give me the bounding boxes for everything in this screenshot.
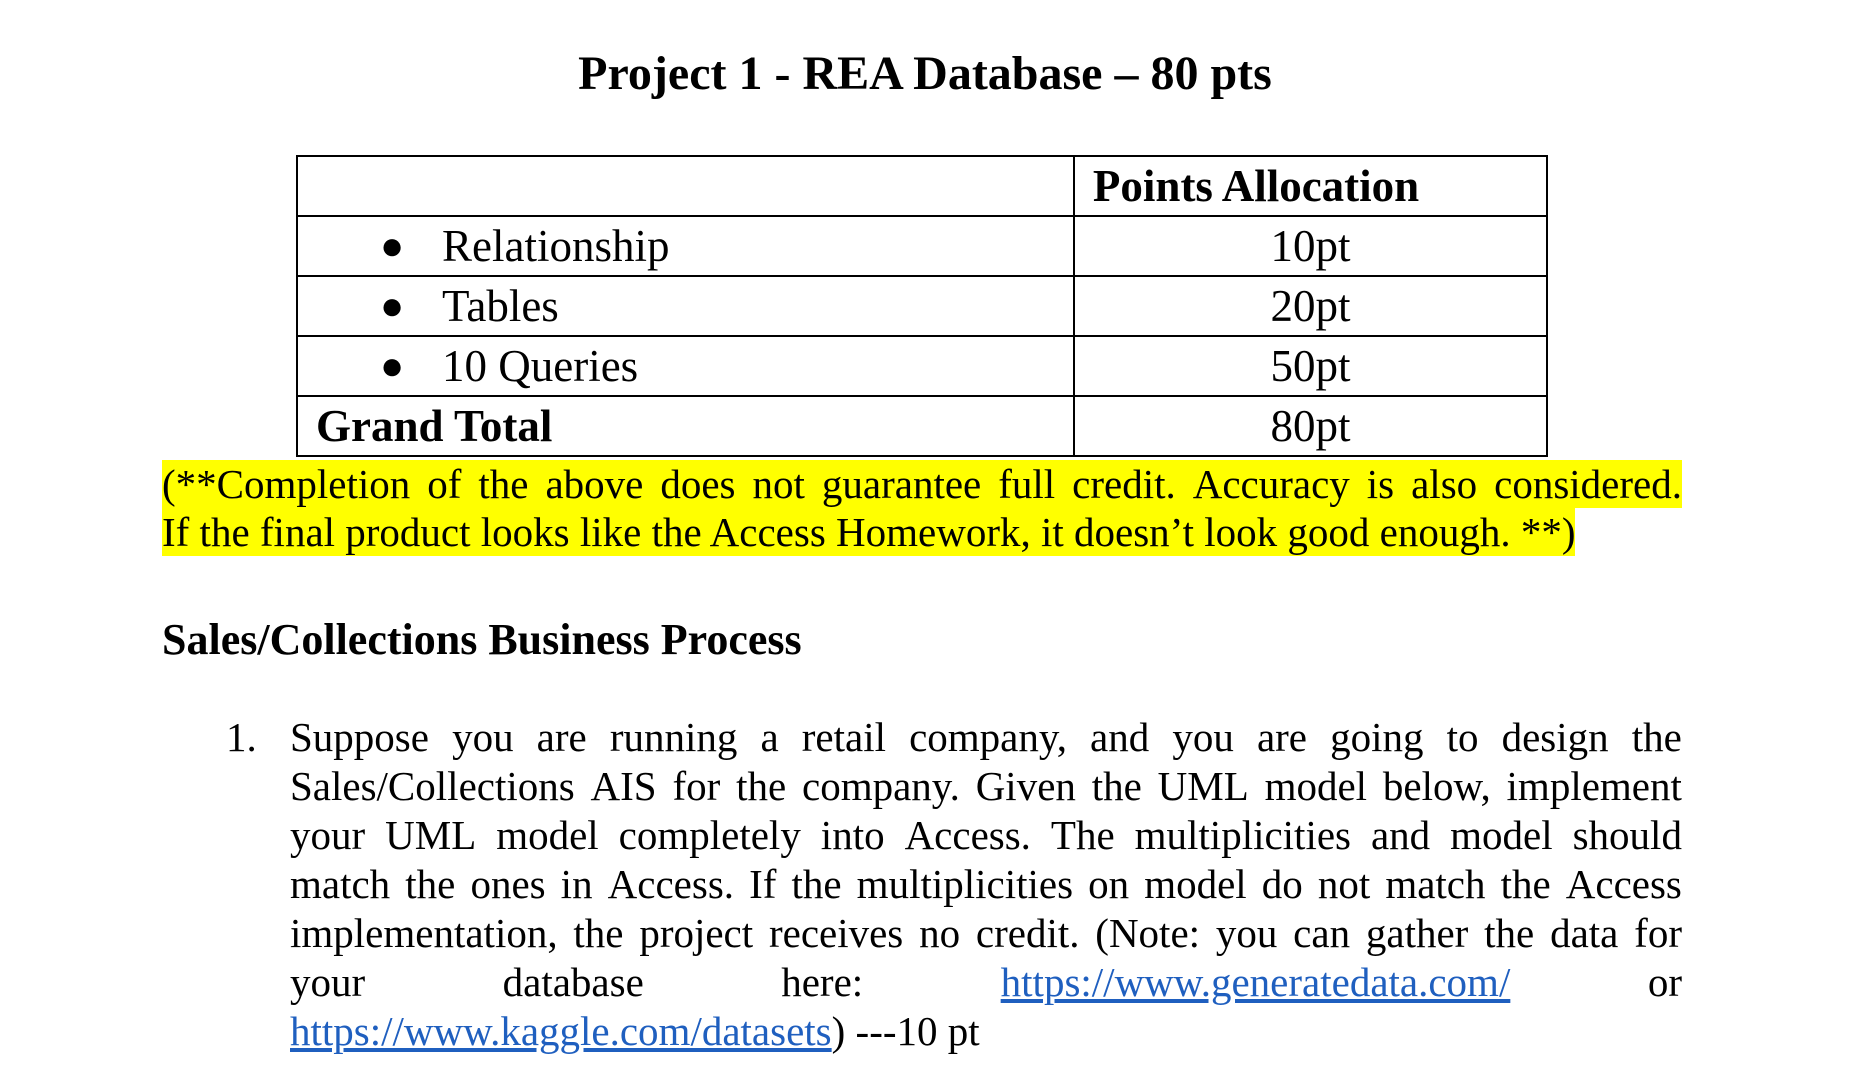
question-word: multiplicities — [1134, 812, 1351, 858]
question-word: no — [919, 910, 961, 956]
note-word: above — [545, 461, 644, 507]
question-word: multiplicities — [856, 861, 1074, 907]
question-line — [290, 909, 1682, 958]
grand-total-row — [297, 396, 1547, 456]
highlighted-note — [162, 460, 1682, 556]
note-word: of — [427, 461, 462, 507]
question-line — [290, 811, 1682, 860]
question-word: model — [1144, 861, 1247, 907]
question-word: data — [1550, 910, 1619, 956]
question-word: you — [1215, 910, 1278, 956]
item-label: Tables — [442, 281, 559, 331]
grand-total-points: 80pt — [1074, 396, 1547, 456]
question-word: you — [452, 714, 514, 760]
question-word: gather — [1365, 910, 1469, 956]
table-row — [297, 216, 1547, 276]
question-word: your — [290, 812, 366, 858]
note-word: guarantee — [821, 461, 982, 507]
question-word: and — [1090, 714, 1150, 760]
note-word: the — [478, 461, 529, 507]
grand-total-label: Grand Total — [297, 396, 1074, 456]
note-word: does — [660, 461, 736, 507]
document-title: Project 1 - REA Database – 80 pts — [578, 47, 1272, 100]
note-word: is — [1366, 461, 1395, 507]
question-word: do — [1261, 861, 1303, 907]
question-word: receives — [768, 910, 904, 956]
question-word: model — [1264, 763, 1368, 809]
question-word: Sales/Collections — [290, 763, 575, 809]
question-number: 1. — [226, 714, 257, 760]
question-word: implement — [1506, 763, 1682, 809]
table-row — [297, 276, 1547, 336]
points-allocation-header: Points Allocation — [1074, 156, 1547, 216]
question-word: database — [502, 959, 644, 1005]
bullet-icon: ● — [380, 343, 405, 388]
question-line — [290, 1007, 1682, 1056]
item-cell — [297, 336, 1074, 396]
question-line — [290, 958, 1682, 1007]
question-item — [226, 713, 1682, 1056]
question-word: the — [736, 763, 787, 809]
question-word: implementation, — [290, 910, 558, 956]
question-word: Access — [1565, 861, 1682, 907]
question-word: The — [1050, 812, 1115, 858]
question-word: Suppose — [290, 714, 429, 760]
question-word: the — [573, 910, 624, 956]
item-cell — [297, 216, 1074, 276]
question-word: UML — [385, 812, 477, 858]
note-word: (**Completion — [162, 461, 411, 507]
question-word: match — [290, 861, 391, 907]
question-word: here: — [781, 959, 864, 1005]
generatedata-link[interactable]: https://www.generatedata.com/ — [1000, 959, 1511, 1005]
question-tail: ) ---10 pt — [831, 1008, 980, 1054]
question-word: match — [1385, 861, 1486, 907]
note-word: Accuracy — [1192, 461, 1350, 507]
question-word: the — [1500, 861, 1551, 907]
question-word: in — [560, 861, 593, 907]
question-word: the — [791, 861, 842, 907]
item-label: 10 Queries — [442, 341, 639, 391]
question-word: going — [1330, 714, 1424, 760]
points-cell: 10pt — [1074, 216, 1547, 276]
kaggle-link[interactable]: https://www.kaggle.com/datasets — [290, 1008, 832, 1054]
table-header-row — [297, 156, 1547, 216]
question-word: and — [1370, 812, 1431, 858]
question-word: the — [1484, 910, 1535, 956]
question-word: Given — [975, 763, 1076, 809]
question-word: are — [1256, 714, 1307, 760]
question-word: design — [1501, 714, 1609, 760]
bullet-icon: ● — [380, 223, 405, 268]
item-label: Relationship — [442, 221, 670, 271]
question-word: retail — [801, 714, 886, 760]
question-line — [290, 713, 1682, 762]
question-word: into — [820, 812, 885, 858]
question-word: company, — [909, 714, 1067, 760]
question-word: for — [1634, 910, 1682, 956]
question-line — [290, 762, 1682, 811]
question-text — [290, 713, 1682, 1056]
question-word: model — [1450, 812, 1553, 858]
note-word: not — [752, 461, 805, 507]
question-word: on — [1088, 861, 1130, 907]
question-word: the — [405, 861, 456, 907]
question-word: project — [639, 910, 754, 956]
question-word: for — [672, 763, 721, 809]
question-word: not — [1317, 861, 1371, 907]
question-word: below, — [1382, 763, 1491, 809]
question-word: to — [1446, 714, 1479, 760]
question-line — [290, 860, 1682, 909]
note-line-1 — [162, 460, 1682, 508]
question-word: (Note: — [1095, 910, 1201, 956]
question-word: UML — [1157, 763, 1249, 809]
question-word: the — [1631, 714, 1682, 760]
points-cell: 50pt — [1074, 336, 1547, 396]
note-word: considered. — [1494, 461, 1682, 507]
section-heading: Sales/Collections Business Process — [162, 615, 802, 664]
question-word: model — [496, 812, 599, 858]
question-word: Access. — [607, 861, 735, 907]
bullet-icon: ● — [380, 283, 405, 328]
question-word: or — [1647, 959, 1682, 1005]
points-allocation-table — [296, 155, 1548, 457]
question-word: your — [290, 959, 366, 1005]
question-word: should — [1572, 812, 1682, 858]
header-empty-cell — [297, 156, 1074, 216]
question-word: can — [1293, 910, 1351, 956]
question-word: are — [536, 714, 587, 760]
question-word: running — [609, 714, 738, 760]
item-cell — [297, 276, 1074, 336]
question-word: ones — [470, 861, 546, 907]
note-line-2: If the final product looks like the Access Homework, it doesn’t look good enough. **) — [162, 509, 1576, 555]
question-word: a — [760, 714, 779, 760]
note-word: also — [1411, 461, 1478, 507]
question-word: AIS — [590, 763, 657, 809]
question-word: completely — [618, 812, 801, 858]
question-word: company. — [802, 763, 960, 809]
table-row — [297, 336, 1547, 396]
question-word: If — [749, 861, 777, 907]
points-cell: 20pt — [1074, 276, 1547, 336]
question-word: the — [1091, 763, 1142, 809]
question-word: credit. — [975, 910, 1080, 956]
note-word: full — [998, 461, 1056, 507]
question-word: Access. — [904, 812, 1031, 858]
question-word: you — [1172, 714, 1234, 760]
note-word: credit. — [1072, 461, 1176, 507]
